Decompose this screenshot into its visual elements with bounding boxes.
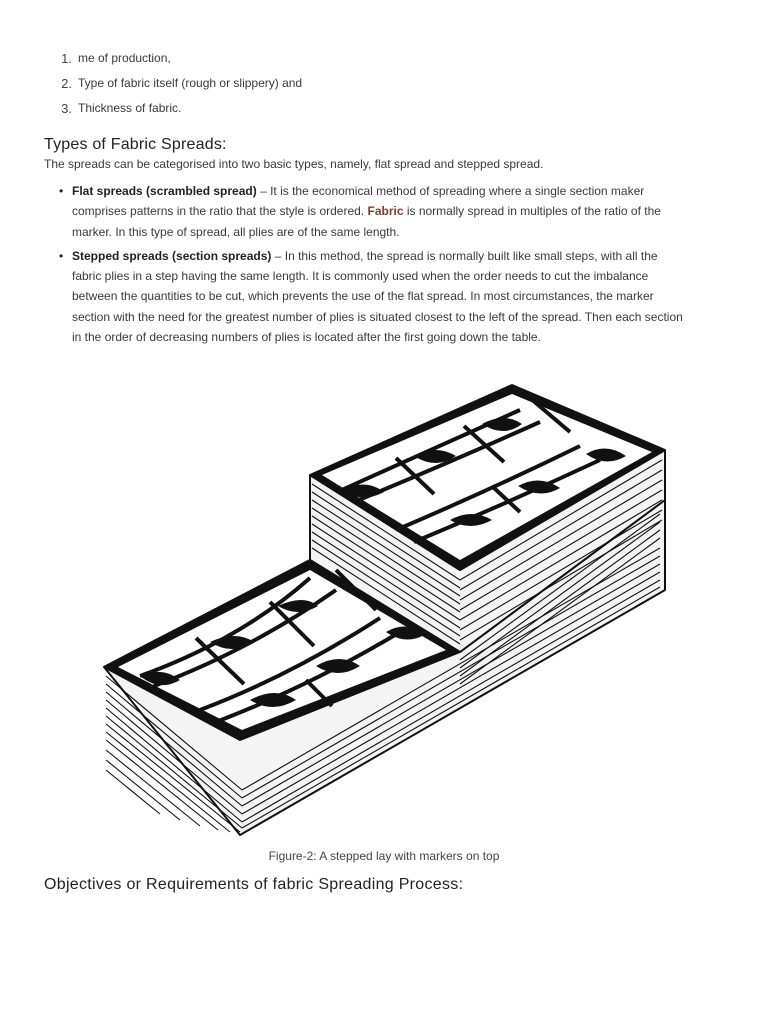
list-item: 1. me of production,	[40, 46, 302, 71]
list-item-text: Type of fabric itself (rough or slippery) and	[78, 76, 303, 90]
stepped-lay-drawing	[104, 385, 665, 835]
bullet-icon: •	[59, 248, 64, 263]
fabric-link[interactable]: Fabric	[367, 204, 404, 219]
intro-paragraph: The spreads can be categorised into two basic types, namely, flat spread and stepped spread.	[44, 157, 544, 171]
figure-caption: Figure-2: A stepped lay with markers on top	[268, 849, 500, 863]
term-flat: Flat spreads (scrambled spread)	[72, 184, 257, 198]
numbered-list	[40, 46, 302, 121]
list-item-text: Thickness of fabric.	[78, 101, 182, 115]
bullet-icon: •	[59, 184, 64, 198]
spread-types-list	[56, 181, 684, 351]
stepped-lay-illustration	[100, 380, 670, 840]
section-heading-objectives: Objectives or Requirements of fabric Spreading Process:	[44, 876, 464, 893]
list-item-text: me of production,	[78, 51, 171, 65]
list-item: 2. Type of fabric itself (rough or slippery) and	[40, 71, 302, 96]
term-stepped: Stepped spreads (section spreads)	[72, 248, 272, 263]
list-item: 3. Thickness of fabric.	[40, 96, 302, 121]
section-heading-types: Types of Fabric Spreads:	[44, 136, 227, 153]
list-item-stepped-spread: • Stepped spreads (section spreads) – In this method, the spread is normally built like small steps, with all the fabric plies in a step having the same length. It is commonly used when the order needs to cut the imbalance between the quantities to be cut, which prevents the use of the flat spread. In most circumstances, the marker section with the need for the greatest number of plies is situated closest to the left of the spread. Then each section in the order of decreasing numbers of plies is located after the first going down the table.	[56, 246, 684, 347]
list-item-flat-spread: • Flat spreads (scrambled spread) – It is the economical method of spreading where a single section maker comprises patterns in the ratio that the style is ordered. Fabric is normally spread in multiples of the ratio of the marker. In this type of spread, all plies are of the same length.	[56, 181, 684, 242]
